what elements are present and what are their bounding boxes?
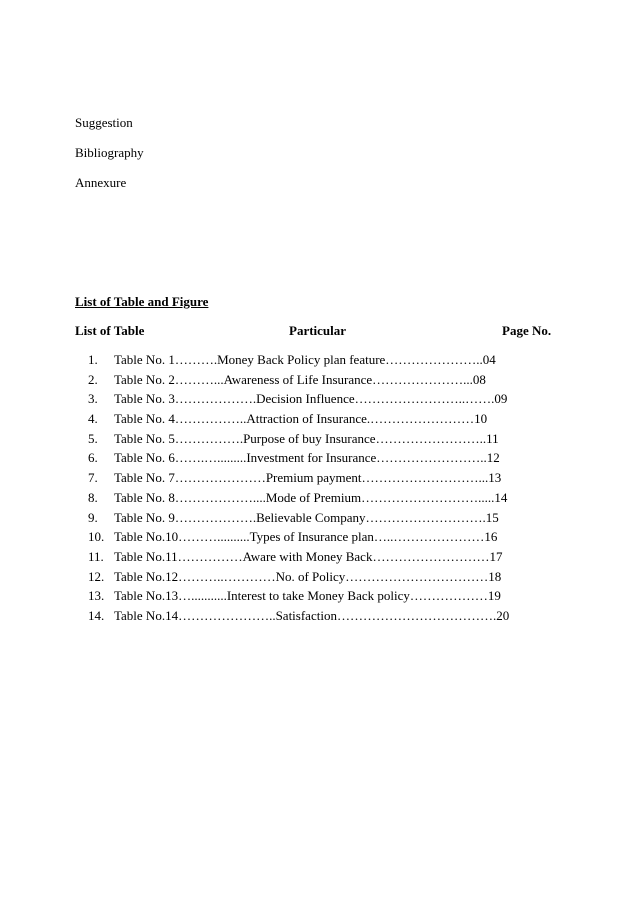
list-item [0,527,638,547]
list-item [0,547,638,567]
list-item [0,350,638,370]
list-item-number: 5. [88,430,98,446]
list-item-number: 6. [88,450,98,466]
list-item-text: Table No.13…...........Interest to take Money Back policy………………19 [114,588,501,604]
list-item-text: Table No. 9……………….Believable Company……………………….15 [114,509,499,525]
list-item-text: Table No. 8………………....Mode of Premium……………………….....14 [114,489,508,505]
list-item-number: 7. [88,470,98,486]
list-item-text: Table No. 7…………………Premium payment………………………...13 [114,470,502,486]
front-matter-annexure: Annexure [75,175,127,190]
list-item-number: 10. [88,529,105,545]
list-item [0,606,638,626]
front-matter-bibliography: Bibliography [75,145,144,160]
list-item [0,370,638,390]
list-item-text: Table No. 4……………..Attraction of Insurance.……………………10 [114,411,488,427]
list-item-text: Table No.14…………………..Satisfaction……………………………….20 [114,607,510,623]
list-section-heading: List of Table and Figure [75,294,209,309]
list-item [0,586,638,606]
list-item [0,448,638,468]
list-item-number: 12. [88,568,105,584]
list-item-text: Table No.10………..........Types of Insurance plan…..…………………16 [114,529,498,545]
list-item-number: 8. [88,489,98,505]
list-item-number: 13. [88,588,105,604]
list-item [0,567,638,587]
list-item-number: 14. [88,607,105,623]
list-item-text: Table No.12………..…………No. of Policy……………………………18 [114,568,502,584]
list-item-number: 9. [88,509,98,525]
list-item-text: Table No. 5…………….Purpose of buy Insurance……………………..11 [114,430,499,446]
front-matter-suggestion: Suggestion [75,115,133,130]
list-item-number: 3. [88,391,98,407]
list-item-text: Table No. 3……………….Decision Influence……………………..…….09 [114,391,508,407]
list-item [0,429,638,449]
list-item-number: 2. [88,371,98,387]
list-item [0,488,638,508]
list-item [0,409,638,429]
list-item-number: 4. [88,411,98,427]
list-item-number: 1. [88,352,98,367]
list-item [0,508,638,528]
list-item-text: Table No. 1……….Money Back Policy plan feature…………………..04 [114,352,496,367]
column-header-particular: Particular [289,323,347,338]
list-item [0,389,638,409]
list-item-text: Table No. 6…….….........Investment for Insurance……………………..12 [114,450,500,466]
list-item-text: Table No. 2………...Awareness of Life Insurance…………………...08 [114,371,486,387]
table-list [0,350,638,626]
list-item-text: Table No.11……………Aware with Money Back………………………17 [114,548,503,564]
column-header-page: Page No. [502,323,552,338]
column-header-list: List of Table [75,323,145,338]
list-item-number: 11. [88,548,104,564]
list-item [0,468,638,488]
